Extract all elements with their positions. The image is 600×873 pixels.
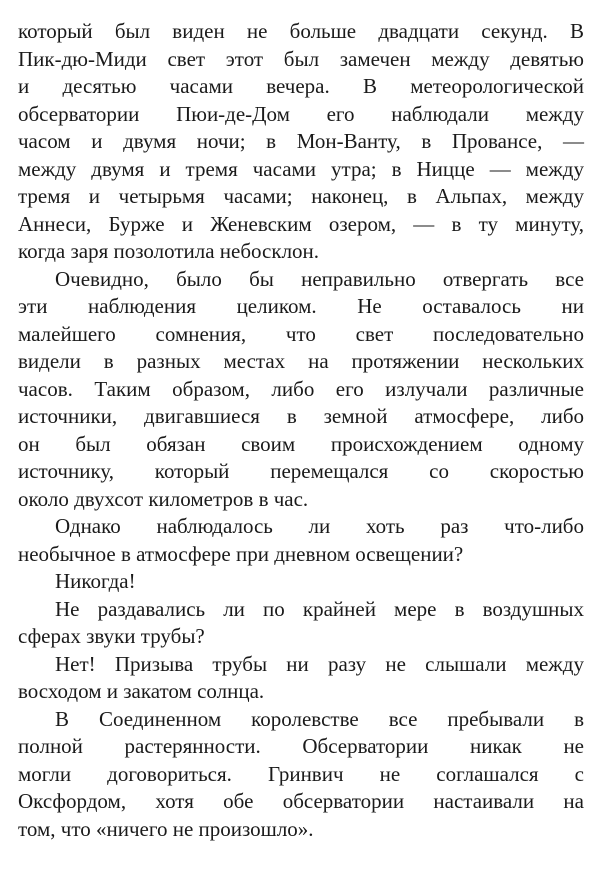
text-line: В Соединенном королевстве все пребывали в (55, 706, 584, 731)
text-line: часом и двумя ночи; в Мон-Ванту, в Провансе, — (18, 129, 584, 153)
paragraph (18, 568, 584, 596)
text-line: эти наблюдения целиком. Не оставалось ни (18, 294, 584, 318)
text-line: Не раздавались ли по крайней мере в воздушных (55, 596, 584, 621)
text-line: Нет! Призыва трубы ни разу не слышали между (55, 651, 584, 676)
book-page-text (18, 18, 584, 843)
text-line: могли договориться. Гринвич не соглашался с (18, 761, 584, 786)
text-line: обсерватории Пюи-де-Дом его наблюдали между (18, 101, 584, 126)
paragraph (18, 513, 584, 568)
text-line: когда заря позолотила небосклон. (18, 239, 320, 263)
text-line: видели в разных местах на протяжении нескольких (18, 349, 584, 373)
text-line: малейшего сомнения, что свет последовательно (18, 321, 584, 346)
paragraph (18, 266, 584, 514)
text-line: источнику, который перемещался со скоростью (18, 459, 584, 483)
text-line: часов. Таким образом, либо его излучали различные (18, 376, 584, 401)
paragraph (18, 651, 584, 706)
text-line: восходом и закатом солнца. (18, 679, 265, 703)
text-line: между двумя и тремя часами утра; в Ницце — между (18, 156, 584, 181)
paragraph (18, 18, 584, 266)
text-line: источники, двигавшиеся в земной атмосфере, либо (18, 404, 584, 428)
text-line: Пик-дю-Миди свет этот был замечен между девятью (18, 46, 584, 71)
text-line: Оксфордом, хотя обе обсерватории настаивали на (18, 789, 584, 813)
paragraph (18, 596, 584, 651)
text-line: он был обязан своим происхождением одному (18, 431, 584, 456)
text-line: полной растерянности. Обсерватории никак не (18, 734, 584, 758)
text-line: и десятью часами вечера. В метеорологической (18, 74, 584, 98)
text-line: том, что «ничего не произошло». (18, 816, 314, 841)
text-line: Однако наблюдалось ли хоть раз что-либо (55, 514, 584, 538)
text-line: сферах звуки трубы? (18, 624, 205, 648)
text-line: Аннеси, Бурже и Женевским озером, — в ту минуту, (18, 211, 584, 236)
text-line: который был виден не больше двадцати секунд. В (18, 19, 584, 43)
text-line: Никогда! (55, 569, 136, 593)
text-line: около двухсот километров в час. (18, 486, 309, 511)
text-line: тремя и четырьмя часами; наконец, в Альпах, между (18, 184, 584, 208)
text-line: необычное в атмосфере при дневном освещении? (18, 541, 464, 566)
paragraph (18, 706, 584, 844)
text-line: Очевидно, было бы неправильно отвергать все (55, 266, 584, 291)
